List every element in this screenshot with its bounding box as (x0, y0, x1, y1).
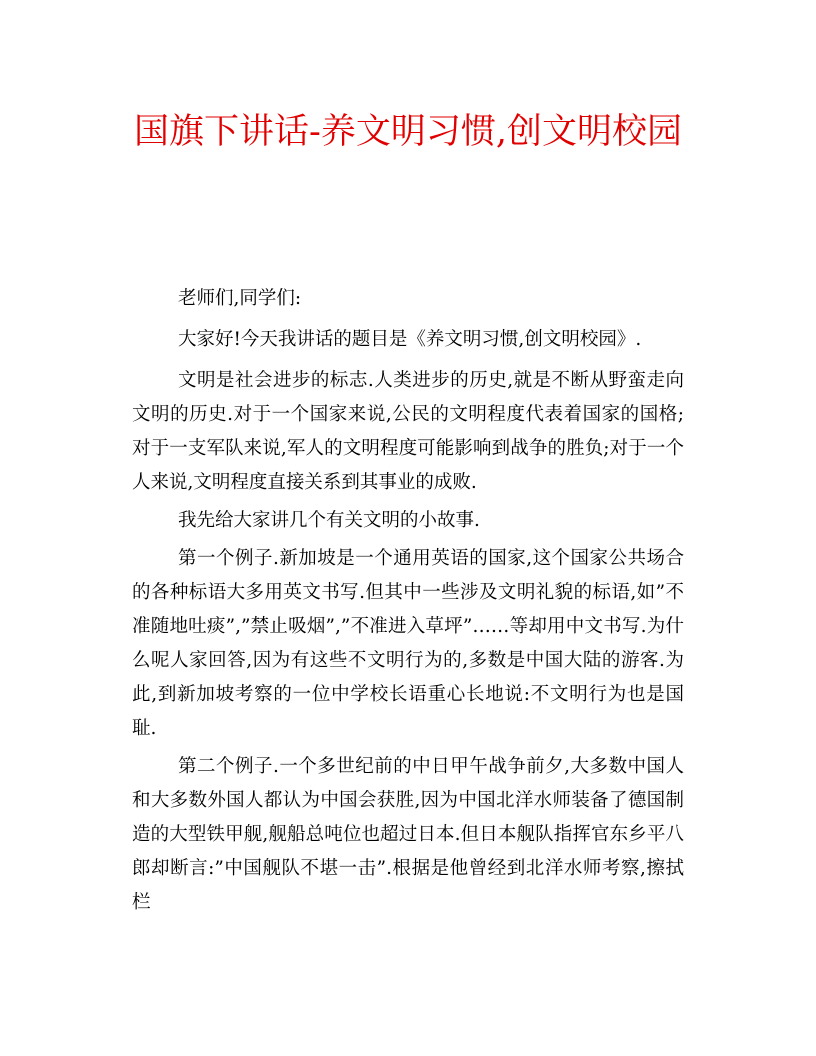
document-body (132, 282, 684, 920)
paragraph-stories-intro: 我先给大家讲几个有关文明的小故事. (178, 510, 480, 531)
paragraph-salutation: 老师们,同学们: (178, 288, 302, 309)
document-title: 国旗下讲话-养文明习惯,创文明校园 (134, 112, 682, 152)
paragraph-greeting: 大家好!今天我讲话的题目是《养文明习惯,创文明校园》. (178, 329, 642, 350)
paragraph-civilization-intro: 文明是社会进步的标志.人类进步的历史,就是不断从野蛮走向文明的历史.对于一个国家来说,公民的文明程度代表着国家的国格;对于一支军队来说,军人的文明程度可能影响到战争的胜负;对于一个人来说,文明程度直接关系到其事业的成败. (132, 370, 684, 493)
paragraph-example-one: 第一个例子.新加坡是一个通用英语的国家,这个国家公共场合的各种标语大多用英文书写.但其中一些涉及文明礼貌的标语,如”不准随地吐痰”,”禁止吸烟”,”不准进入草坪”……等却用中文书写.为什么呢人家回答,因为有这些不文明行为的,多数是中国大陆的游客.为此,到新加坡考察的一位中学校长语重心长地说:不文明行为也是国耻. (132, 548, 684, 739)
paragraph-example-two: 第二个例子.一个多世纪前的中日甲午战争前夕,大多数中国人和大多数外国人都认为中国会获胜,因为中国北洋水师装备了德国制造的大型铁甲舰,舰船总吨位也超过日本.但日本舰队指挥官东乡平八郎却断言:”中国舰队不堪一击”.根据是他曾经到北洋水师考察,擦拭栏 (132, 756, 684, 913)
